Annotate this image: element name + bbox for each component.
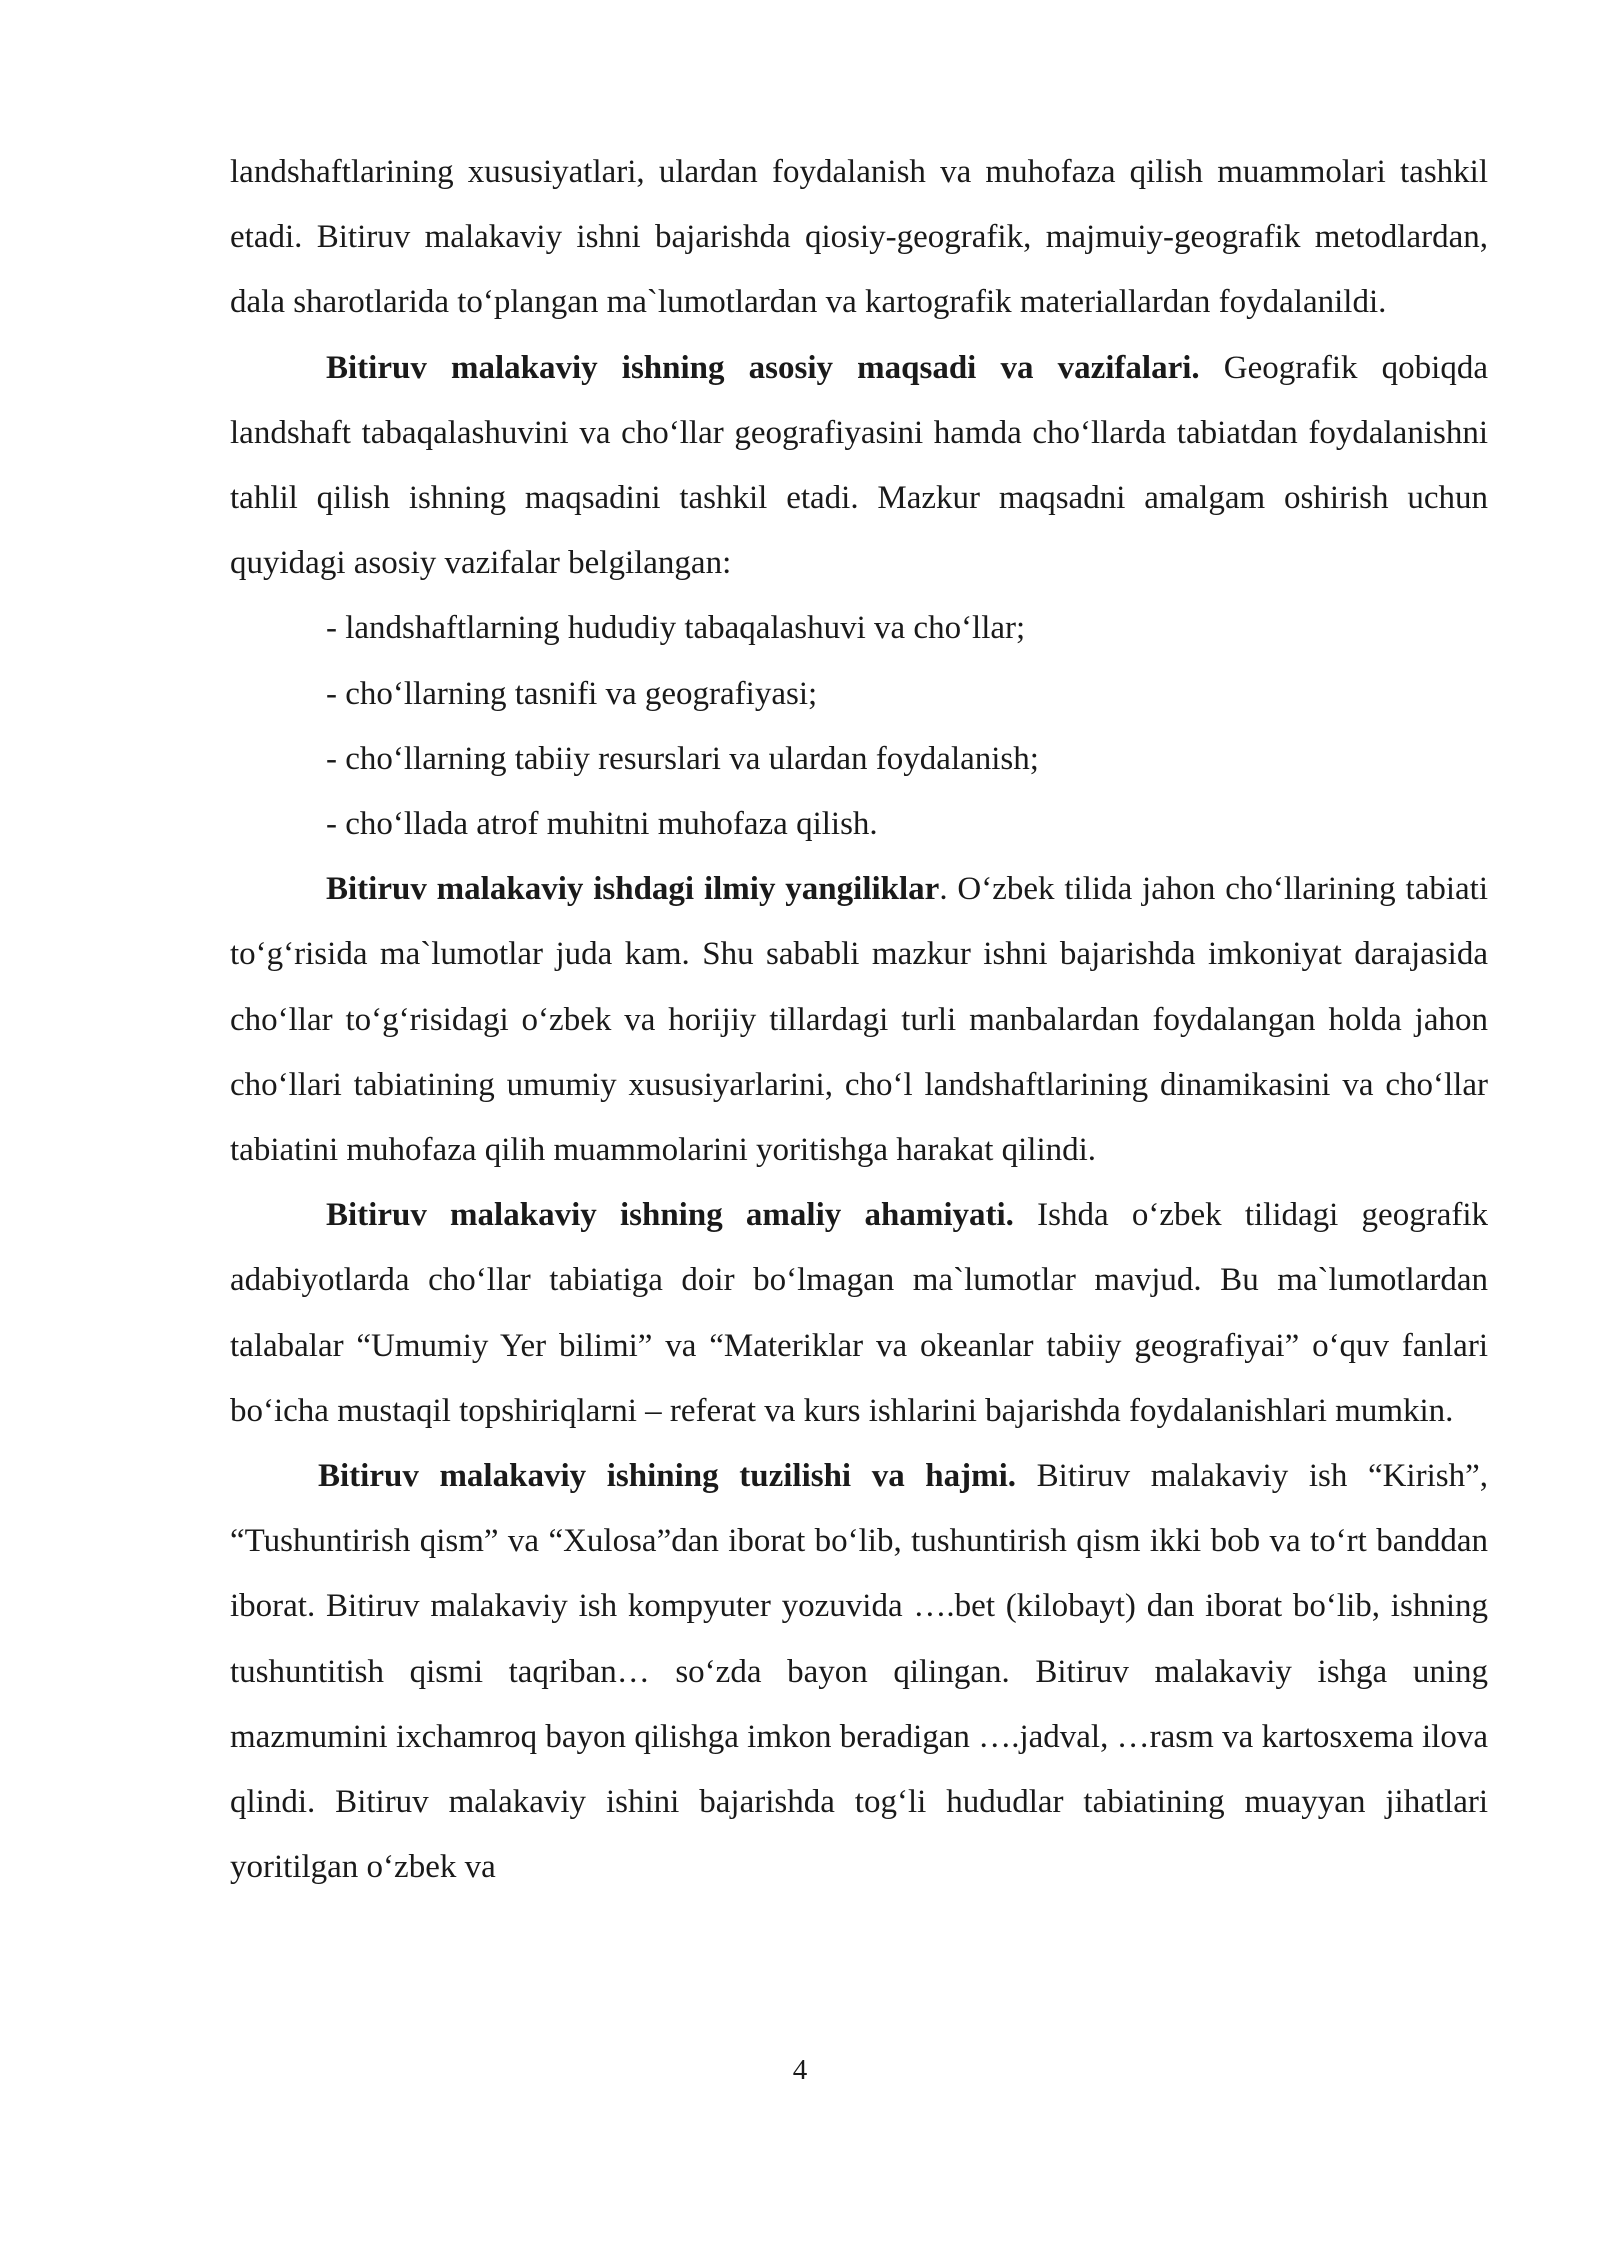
list-item: - landshaftlarning hududiy tabaqalashuvi va cho‘llar; — [326, 610, 1026, 647]
heading-structure: Bitiruv malakaviy ishining tuzilishi va hajmi. — [318, 1458, 1017, 1495]
paragraph-practical-significance — [230, 1183, 1488, 1444]
novelty-body: . O‘zbek tilida jahon cho‘llarining tabiati to‘g‘risida ma`lumotlar juda kam. Shu sababli mazkur ishni bajarishda imkoniyat darajasida cho‘llar to‘g‘risidagi o‘zbek va horijiy tillardagi turli manbalardan foydalangan holda jahon cho‘llari tabiatining umumiy xususiyarlarini, cho‘l landshaftlarining dinamikasini va cho‘llar tabiatini muhofaza qilih muammolarini yoritishga harakat qilindi. — [230, 871, 1488, 1169]
list-item: - cho‘llada atrof muhitni muhofaza qilish. — [326, 806, 878, 843]
list-item: - cho‘llarning tabiiy resurslari va ulardan foydalanish; — [326, 740, 1039, 777]
paragraph-novelty — [230, 857, 1488, 1183]
heading-goals: Bitiruv malakaviy ishning asosiy maqsadi va vazifalari. — [326, 349, 1200, 386]
page-number: 4 — [792, 2054, 808, 2086]
document-page — [230, 140, 1488, 1900]
paragraph-structure — [230, 1444, 1488, 1900]
heading-novelty: Bitiruv malakaviy ishdagi ilmiy yangiliklar — [326, 871, 940, 908]
goals-body: Geografik qobiqda landshaft tabaqalashuvini va cho‘llar geografiyasini hamda cho‘llarda tabiatdan foydalanishni tahlil qilish ishning maqsadini tashkil etadi. Mazkur maqsadni amalgam oshirish uchun quyidagi asosiy vazifalar belgilangan: — [230, 349, 1488, 582]
paragraph-intro-continuation: landshaftlarining xususiyatlari, ulardan foydalanish va muhofaza qilish muammolari tashkil etadi. Bitiruv malakaviy ishni bajarishda qiosiy-geografik, majmuiy-geografik metodlardan, dala sharotlarida to‘plangan ma`lumotlardan va kartografik materiallardan foydalanildi. — [230, 154, 1488, 321]
list-item: - cho‘llarning tasnifi va geografiyasi; — [326, 675, 818, 712]
practical-significance-body: Ishda o‘zbek tilidagi geografik adabiyotlarda cho‘llar tabiatiga doir bo‘lmagan ma`lumotlar mavjud. Bu ma`lumotlardan talabalar “Umumiy Yer bilimi” va “Materiklar va okeanlar tabiiy geografiyai” o‘quv fanlari bo‘icha mustaqil topshiriqlarni – referat va kurs ishlarini bajarishda foydalanishlari mumkin. — [230, 1197, 1488, 1429]
structure-body: Bitiruv malakaviy ish “Kirish”, “Tushuntirish qism” va “Xulosa”dan iborat bo‘lib, tushuntirish qism ikki bob va to‘rt banddan iborat. Bitiruv malakaviy ish kompyuter yozuvida ….bet (kilobayt) dan iborat bo‘lib, ishning tushuntitish qismi taqriban… so‘zda bayon qilingan. Bitiruv malakaviy ishga uning mazmumini ixchamroq bayon qilishga imkon beradigan ….jadval, …rasm va kartosxema ilova qlindi. Bitiruv malakaviy ishini bajarishda tog‘li hududlar tabiatining muayyan jihatlari yoritilgan o‘zbek va — [230, 1458, 1488, 1886]
paragraph-goals — [230, 336, 1488, 597]
heading-practical-significance: Bitiruv malakaviy ishning amaliy ahamiyati. — [326, 1197, 1014, 1234]
